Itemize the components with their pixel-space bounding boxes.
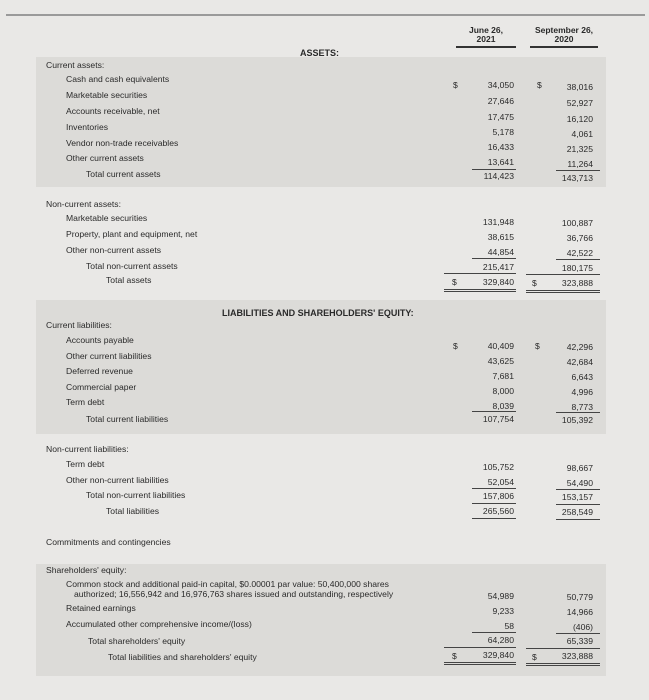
row-value-2021: 27,646 xyxy=(487,96,514,106)
double-rule xyxy=(526,290,600,293)
total-noncurrent-assets-2020: 180,175 xyxy=(561,263,593,273)
total-liabilities-label: Total liabilities xyxy=(106,506,160,516)
row-value-2020: 11,264 xyxy=(567,159,593,169)
row-label: Accounts receivable, net xyxy=(66,106,160,116)
row-value-2020: 14,966 xyxy=(566,607,593,617)
subtotal-rule xyxy=(472,518,516,519)
row-value-2021: 40,409 xyxy=(487,341,514,351)
double-rule xyxy=(444,289,516,292)
currency-symbol: $ xyxy=(452,651,457,661)
row-value-2020: 42,522 xyxy=(566,248,593,258)
total-noncurrent-assets-2021: 215,417 xyxy=(482,262,514,272)
row-label: Commercial paper xyxy=(66,382,137,392)
row-value-2020: 21,325 xyxy=(566,144,593,154)
row-value-2020: 4,061 xyxy=(571,129,593,139)
currency-symbol: $ xyxy=(535,341,540,351)
row-value-2020: 8,773 xyxy=(571,402,593,412)
row-label: Inventories xyxy=(66,122,109,132)
subtotal-rule xyxy=(556,489,600,490)
col1-header: June 26, 2021 xyxy=(468,25,504,44)
row-value-2021: 16,433 xyxy=(487,142,514,152)
row-label: Other current assets xyxy=(66,153,144,163)
current-liabilities-label: Current liabilities: xyxy=(46,320,112,330)
currency-symbol: $ xyxy=(453,341,458,351)
subtotal-rule xyxy=(472,488,516,489)
current-assets-label: Current assets: xyxy=(46,60,105,70)
subtotal-rule xyxy=(472,258,516,259)
row-label: Cash and cash equivalents xyxy=(66,74,170,84)
common-stock-2021: 54,989 xyxy=(487,591,514,601)
double-rule xyxy=(526,663,600,666)
subtotal-rule xyxy=(556,519,600,520)
currency-symbol: $ xyxy=(453,80,458,90)
row-value-2021: 8,039 xyxy=(492,401,514,411)
row-label: Deferred revenue xyxy=(66,366,133,376)
row-label: Other non-current assets xyxy=(66,245,162,255)
row-label: Term debt xyxy=(66,397,105,407)
row-value-2021: 5,178 xyxy=(492,127,514,137)
noncurrent-assets-label: Non-current assets: xyxy=(46,199,121,209)
total-rule xyxy=(526,648,600,649)
row-value-2021: 38,615 xyxy=(487,232,514,242)
total-current-liabilities-2020: 105,392 xyxy=(561,415,593,425)
total-assets-label: Total assets xyxy=(106,275,152,285)
row-value-2021: 58 xyxy=(504,621,514,631)
total-liabilities-equity-2021: 329,840 xyxy=(482,650,514,660)
row-value-2020: 16,120 xyxy=(566,114,593,124)
row-value-2020: 52,927 xyxy=(566,98,593,108)
total-liabilities-equity-label: Total liabilities and shareholders' equity xyxy=(108,652,257,662)
subtotal-rule xyxy=(472,503,516,504)
common-stock-2020: 50,779 xyxy=(566,592,593,602)
row-value-2020: 6,643 xyxy=(571,372,593,382)
row-label: Other current liabilities xyxy=(66,351,152,361)
common-stock-line1: Common stock and additional paid-in capital, $0.00001 par value: 50,400,000 shares xyxy=(66,579,389,589)
liabilities-title: LIABILITIES AND SHAREHOLDERS' EQUITY: xyxy=(222,308,414,318)
row-label: Other non-current liabilities xyxy=(66,475,169,485)
total-liabilities-2020: 258,549 xyxy=(561,507,593,517)
row-value-2020: (406) xyxy=(572,622,593,632)
row-label: Accumulated other comprehensive income/(loss) xyxy=(66,619,252,629)
row-label: Term debt xyxy=(66,459,105,469)
commitments-label: Commitments and contingencies xyxy=(46,537,171,547)
col1-header-rule xyxy=(456,46,516,48)
currency-symbol: $ xyxy=(537,80,542,90)
currency-symbol: $ xyxy=(532,652,537,662)
row-value-2021: 52,054 xyxy=(487,477,514,487)
row-value-2021: 105,752 xyxy=(482,462,514,472)
row-value-2021: 8,000 xyxy=(492,386,514,396)
total-rule xyxy=(526,274,600,275)
row-label: Marketable securities xyxy=(66,90,148,100)
subtotal-rule xyxy=(556,170,600,171)
subtotal-rule xyxy=(556,259,600,260)
currency-symbol: $ xyxy=(452,277,457,287)
row-value-2021: 43,625 xyxy=(487,356,514,366)
row-label: Accounts payable xyxy=(66,335,134,345)
total-equity-2020: 65,339 xyxy=(566,636,593,646)
double-rule xyxy=(444,662,516,665)
total-noncurrent-liabilities-2020: 153,157 xyxy=(561,492,593,502)
row-value-2020: 98,667 xyxy=(566,463,593,473)
total-equity-2021: 64,280 xyxy=(487,635,514,645)
row-label: Marketable securities xyxy=(66,213,148,223)
total-rule xyxy=(444,647,516,648)
subtotal-rule xyxy=(556,504,600,505)
row-value-2020: 4,996 xyxy=(571,387,593,397)
top-rule xyxy=(6,14,645,16)
total-noncurrent-assets-label: Total non-current assets xyxy=(86,261,178,271)
total-liabilities-2021: 265,560 xyxy=(482,506,514,516)
col2-header: September 26, 2020 xyxy=(534,25,594,44)
row-value-2021: 44,854 xyxy=(487,247,514,257)
row-value-2020: 54,490 xyxy=(566,478,593,488)
row-label: Vendor non-trade receivables xyxy=(66,138,179,148)
subtotal-rule xyxy=(556,633,600,634)
total-noncurrent-liabilities-2021: 157,806 xyxy=(482,491,514,501)
subtotal-rule xyxy=(472,411,516,412)
assets-title: ASSETS: xyxy=(300,48,340,58)
total-assets-2021: 329,840 xyxy=(482,277,514,287)
total-current-assets-2021: 114,423 xyxy=(483,171,514,181)
total-current-assets-label: Total current assets xyxy=(86,169,161,179)
total-equity-label: Total shareholders' equity xyxy=(88,636,186,646)
row-value-2020: 42,684 xyxy=(566,357,593,367)
total-current-liabilities-label: Total current liabilities xyxy=(86,414,169,424)
subtotal-rule xyxy=(472,632,516,633)
total-assets-2020: 323,888 xyxy=(561,278,593,288)
col2-header-rule xyxy=(530,46,598,48)
noncurrent-liabilities-label: Non-current liabilities: xyxy=(46,444,129,454)
total-current-liabilities-2021: 107,754 xyxy=(482,414,514,424)
total-current-assets-2020: 143,713 xyxy=(561,173,593,183)
common-stock-line2: authorized; 16,556,942 and 16,976,763 shares issued and outstanding, respectively xyxy=(74,589,394,599)
shareholders-equity-label: Shareholders' equity: xyxy=(46,565,127,575)
row-value-2021: 34,050 xyxy=(487,80,514,90)
total-rule xyxy=(444,273,516,274)
subtotal-rule xyxy=(472,169,516,170)
currency-symbol: $ xyxy=(532,278,537,288)
total-liabilities-equity-2020: 323,888 xyxy=(561,651,593,661)
row-value-2020: 42,296 xyxy=(566,342,593,352)
total-noncurrent-liabilities-label: Total non-current liabilities xyxy=(86,490,186,500)
row-label: Retained earnings xyxy=(66,603,136,613)
row-value-2021: 17,475 xyxy=(487,112,514,122)
row-value-2020: 36,766 xyxy=(566,233,593,243)
row-value-2021: 131,948 xyxy=(482,217,514,227)
subtotal-rule xyxy=(556,412,600,413)
row-value-2021: 9,233 xyxy=(492,606,514,616)
row-value-2021: 13,641 xyxy=(487,157,514,167)
row-value-2021: 7,681 xyxy=(492,371,514,381)
row-value-2020: 100,887 xyxy=(561,218,593,228)
row-label: Property, plant and equipment, net xyxy=(66,229,198,239)
row-value-2020: 38,016 xyxy=(566,82,593,92)
